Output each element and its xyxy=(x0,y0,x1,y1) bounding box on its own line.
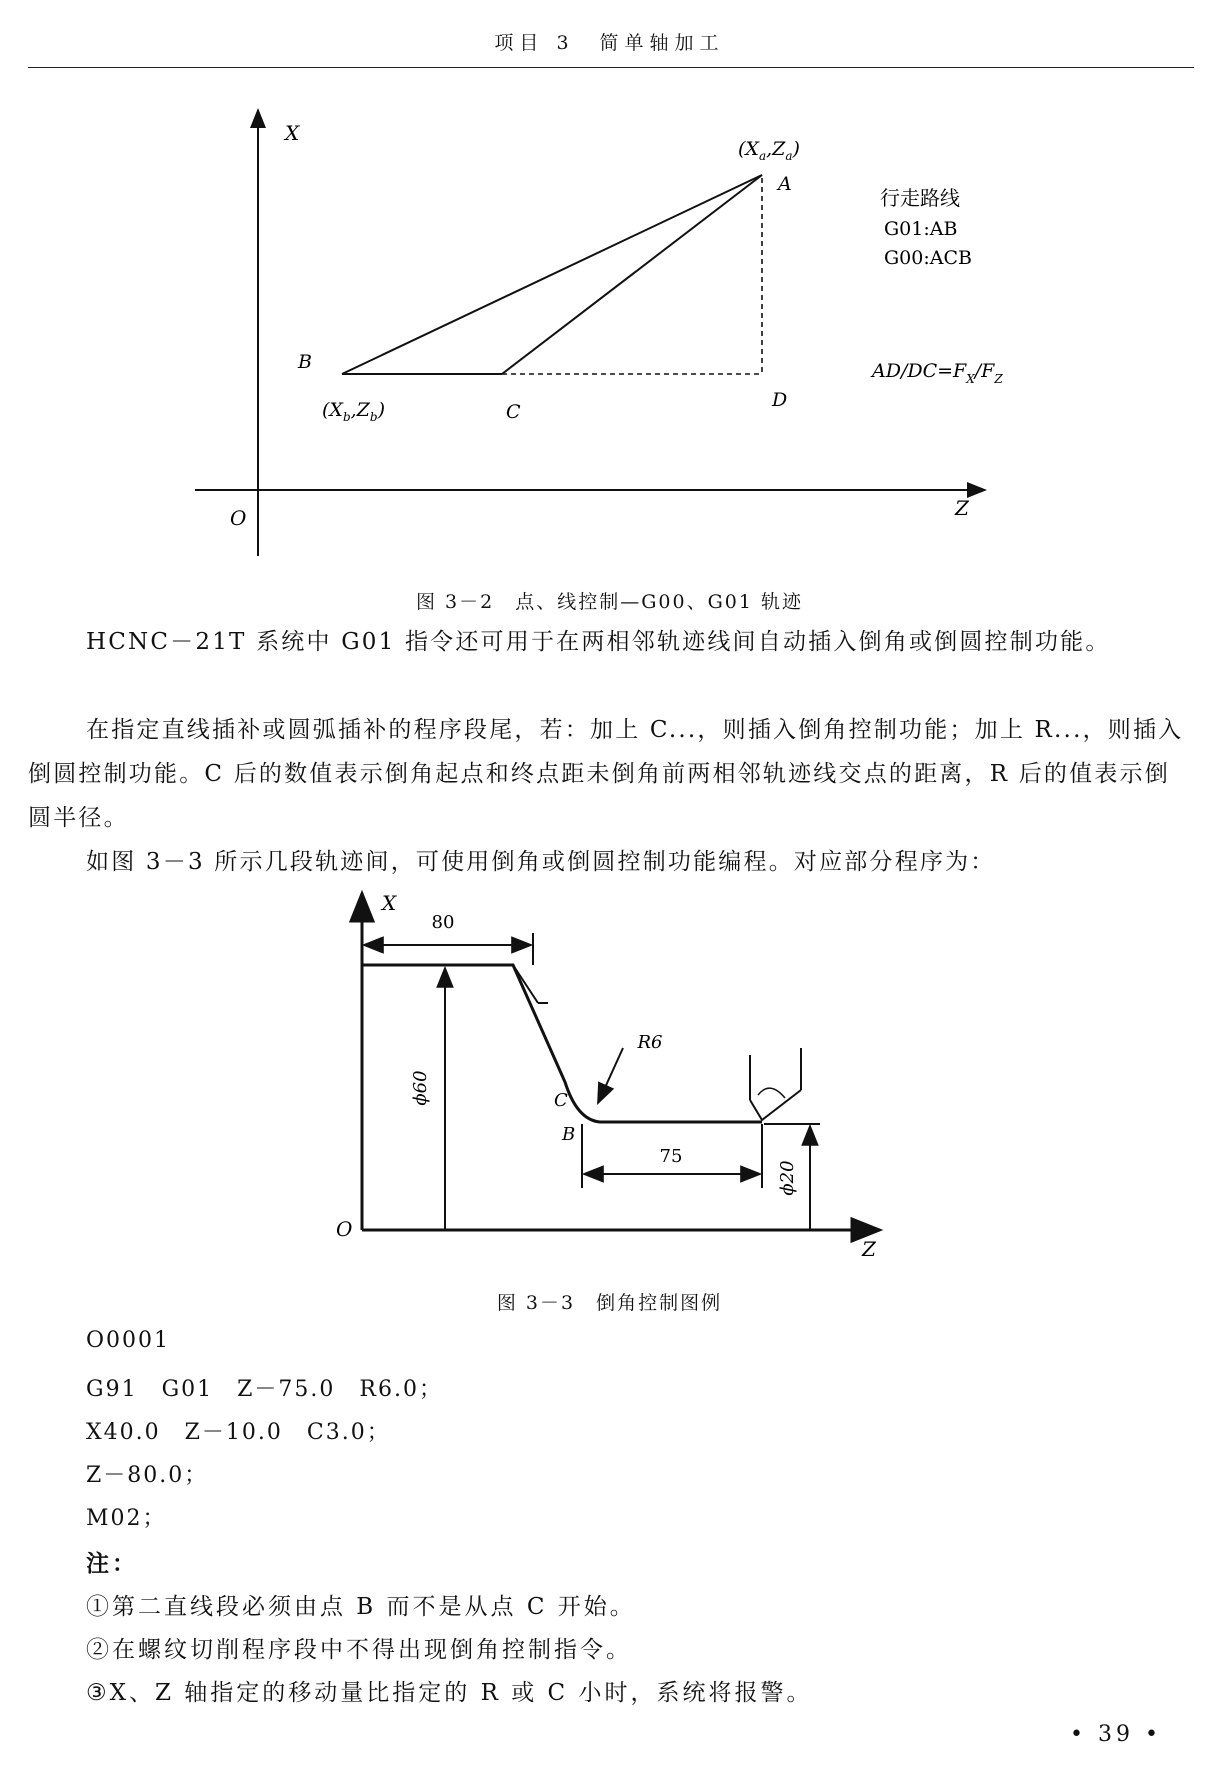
point-c-label-2: C xyxy=(554,1090,568,1111)
dim-80-label: 80 xyxy=(431,912,455,933)
program-line-4: Z－80.0； xyxy=(86,1463,209,1488)
r6-leader xyxy=(598,1048,623,1103)
point-a-coord: $(X_a,Z_a)$ xyxy=(738,138,800,163)
dim-phi20-label: ϕ20 xyxy=(777,1160,798,1196)
paragraph-3: 如图 3－3 所示几段轨迹间，可使用倒角或倒圆控制功能编程。对应部分程序为： xyxy=(86,849,996,875)
legend-title: 行走路线 xyxy=(880,186,960,210)
point-a-label: A xyxy=(778,173,792,195)
point-b-label-2: B xyxy=(562,1124,576,1145)
paragraph-2: 在指定直线插补或圆弧插补的程序段尾，若：加上 C...，则插入倒角控制功能；加上 R...，则插入倒圆控制功能。C 后的数值表示倒角起点和终点距未倒角前两相邻轨迹线交点的距离，R 后的值表示倒圆半径。 xyxy=(28,717,1184,831)
chamfer-line-top xyxy=(513,965,538,1003)
note-item-1: ①第二直线段必须由点 B 而不是从点 C 开始。 xyxy=(86,1594,636,1620)
program-line-5: M02； xyxy=(86,1506,167,1531)
figure2-caption: 图 3－3 倒角控制图例 xyxy=(496,1292,723,1314)
program-line-3: X40.0 Z－10.0 C3.0； xyxy=(86,1420,391,1445)
axis-x-label-2: X xyxy=(382,891,397,915)
paragraph-1: HCNC－21T 系统中 G01 指令还可用于在两相邻轨迹线间自动插入倒角或倒圆控制功能。 xyxy=(86,629,1111,655)
dim-phi60-label: ϕ60 xyxy=(410,1070,431,1106)
tool-arc xyxy=(758,1088,785,1098)
origin-label: O xyxy=(230,506,247,530)
running-header: 项目 3 简单轴加工 xyxy=(494,32,725,54)
point-d-label: D xyxy=(772,389,788,411)
legend-g01: G01:AB xyxy=(884,218,958,240)
point-c-label: C xyxy=(506,401,521,423)
note-item-2: ②在螺纹切削程序段中不得出现倒角控制指令。 xyxy=(86,1637,632,1663)
program-line-1: O0001 xyxy=(86,1328,171,1353)
note-item-3: ③X、Z 轴指定的移动量比指定的 R 或 C 小时，系统将报警。 xyxy=(86,1680,813,1706)
axis-x-label: X xyxy=(285,121,300,145)
axis-z-label-2: Z xyxy=(862,1237,876,1261)
figure-chamfer-example xyxy=(0,880,1219,1265)
figure1-caption: 图 3－2 点、线控制—G00、G01 轨迹 xyxy=(416,591,803,613)
origin-label-2: O xyxy=(336,1217,353,1241)
program-line-2: G91 G01 Z－75.0 R6.0； xyxy=(86,1377,443,1402)
axis-z-label: Z xyxy=(955,496,969,520)
r6-label: R6 xyxy=(637,1032,663,1053)
notes-title: 注： xyxy=(86,1550,138,1577)
point-b-label: B xyxy=(298,351,312,373)
legend-g00: G00:ACB xyxy=(884,247,972,269)
point-b-coord: $(X_b,Z_b)$ xyxy=(322,399,385,424)
header-rule xyxy=(28,67,1194,68)
path-ab xyxy=(342,175,762,374)
dim-75-label: 75 xyxy=(659,1146,683,1167)
path-ca xyxy=(502,175,762,374)
figure-g00-g01-trajectory xyxy=(0,90,1219,570)
ratio-formula: $AD/DC=F_X/F_Z$ xyxy=(872,360,1003,386)
page-number: • 39 • xyxy=(1070,1722,1162,1747)
